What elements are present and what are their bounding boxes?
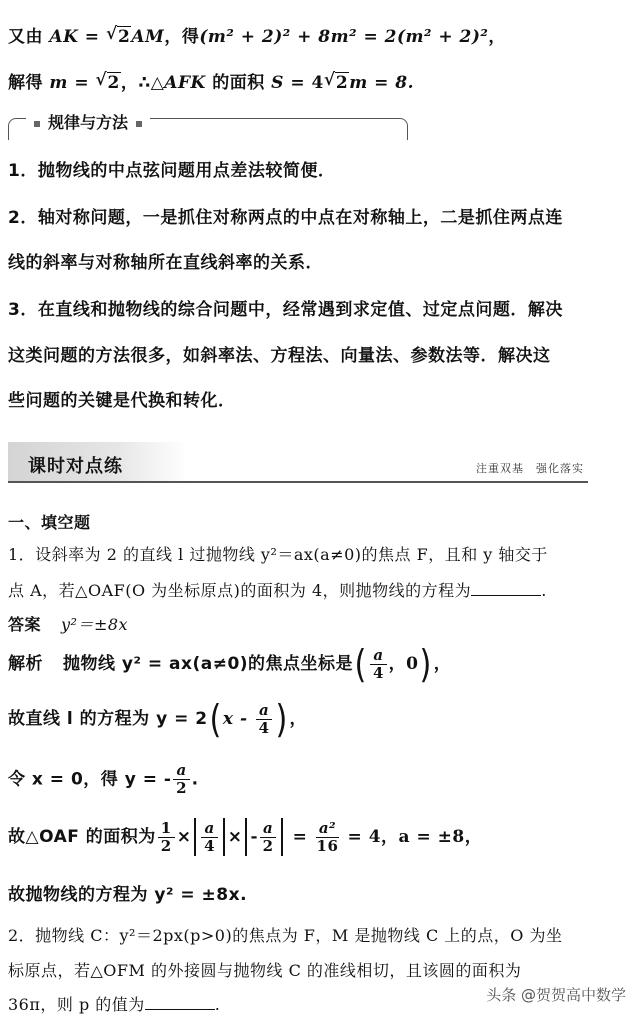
analysis-text: 故直线 l 的方程为 y = 2 [8, 709, 208, 729]
fraction [316, 820, 339, 855]
sqrt-radicand: 2 [107, 73, 120, 93]
q1-text: 点 A，若△OAF(O 为坐标原点)的面积为 4，则抛物线的方程为 [8, 581, 472, 600]
abs-bar [223, 818, 225, 856]
q2-line-1: 2．抛物线 C：y²＝2px(p>0)的焦点为 F，M 是抛物线 C 上的点，O 为坐 [8, 926, 563, 945]
minus-sign: - [250, 827, 258, 847]
intro-line-2 [8, 68, 414, 93]
frac-num: 1 [158, 820, 175, 838]
frac-num: a [256, 702, 272, 720]
q1-analysis-3 [8, 762, 199, 797]
math-eq: = [67, 73, 96, 93]
math-eq: = 4 [283, 73, 324, 93]
math-formula: (m² + 2)² + 8m² = 2(m² + 2)² [199, 27, 489, 47]
answer-blank [471, 582, 541, 596]
math-ak: AK [49, 27, 79, 47]
frac-den: 2 [262, 836, 274, 855]
math-tail: m = 8. [349, 73, 415, 93]
frac-num: a [260, 820, 276, 838]
intro-text: ，得 [164, 27, 200, 47]
q1-line-1: 1．设斜率为 2 的直线 l 过抛物线 y²＝ax(a≠0)的焦点 F，且和 y 轴交于 [8, 545, 548, 564]
frac-den: 4 [373, 663, 384, 682]
q1-analysis-4 [8, 818, 482, 856]
rule-item: 2．轴对称问题，一是抓住对称两点的中点在对称轴上，二是抓住两点连 [8, 208, 563, 228]
analysis-label: 解析 [8, 654, 43, 674]
lesson-subtitle: 注重双基 强化落实 [476, 462, 584, 475]
intro-text: 又由 [8, 27, 43, 47]
intro-text: ，∴△ [120, 73, 165, 93]
lesson-header [8, 442, 588, 482]
paren-left: ( [354, 642, 367, 686]
math-am: AM [131, 27, 165, 47]
paren-left: ( [209, 697, 222, 741]
q1-answer [8, 612, 128, 635]
q1-analysis-2 [8, 697, 307, 741]
frac-den: 2 [160, 836, 172, 855]
analysis-text: 故△OAF 的面积为 [8, 827, 156, 847]
intro-text: 的面积 [205, 73, 272, 93]
math-text: ，0 [388, 654, 419, 674]
punct: . [191, 769, 199, 790]
sqrt-radicand: 2 [117, 27, 131, 47]
punct: . [214, 995, 221, 1014]
section-title: 一、填空题 [8, 513, 91, 532]
q1-analysis-1 [8, 642, 452, 686]
fraction [370, 647, 386, 682]
punct: . [541, 581, 547, 600]
paren-right: ) [275, 697, 288, 741]
divider [8, 481, 588, 483]
rule-item: 3．在直线和抛物线的综合问题中，经常遇到求定值、过定点问题．解决 [8, 300, 563, 320]
times-sign: × [176, 827, 192, 847]
answer-label: 答案 [8, 615, 42, 634]
math-afk: AFK [164, 73, 206, 93]
fraction [158, 820, 175, 855]
frac-den: 16 [316, 836, 339, 855]
abs-bar [245, 818, 247, 856]
punct: ， [289, 709, 307, 729]
abs-bar [194, 818, 196, 856]
sqrt-symbol [96, 73, 121, 93]
math-text: = 4，a = ±8， [341, 827, 483, 847]
frac-den: 4 [258, 718, 270, 737]
rule-item: 些问题的关键是代换和转化． [8, 391, 236, 411]
abs-bar [281, 818, 283, 856]
paren-right: ) [420, 642, 433, 686]
punct: ， [488, 27, 506, 47]
frac-num: a [370, 647, 386, 665]
sqrt-radicand: 2 [335, 73, 349, 93]
math-s: S [271, 73, 284, 93]
intro-text: 解得 [8, 73, 50, 93]
q2-text: 36π，则 p 的值为 [8, 995, 145, 1014]
fraction [256, 702, 272, 737]
times-sign: × [227, 827, 243, 847]
frac-den: 2 [176, 779, 188, 797]
rule-item: 这类问题的方法很多，如斜率法、方程法、向量法、参数法等．解决这 [8, 346, 551, 366]
watermark: 头条 @贺贺高中数学 [486, 986, 626, 1004]
intro-line-1 [8, 22, 506, 47]
math-m: m [49, 73, 68, 93]
frac-num: a² [316, 820, 339, 838]
lesson-title: 课时对点练 [28, 456, 123, 477]
rules-title-text: 规律与方法 [48, 113, 129, 132]
math-eq: = [286, 827, 314, 847]
frac-num: a [173, 762, 189, 780]
sqrt-symbol [324, 73, 349, 93]
rules-title [26, 110, 150, 133]
answer-blank [145, 996, 215, 1010]
fraction [260, 820, 276, 855]
rule-item: 1．抛物线的中点弦问题用点差法较简便． [8, 161, 336, 181]
q1-analysis-5: 故抛物线的方程为 y² = ±8x. [8, 885, 248, 905]
sqrt-symbol [106, 27, 131, 47]
analysis-text: 令 x = 0，得 y = - [8, 769, 172, 790]
answer-value: y²＝±8x [61, 615, 129, 634]
math-text: x - [222, 709, 254, 729]
q1-line-2 [8, 578, 547, 601]
q2-line-3 [8, 992, 220, 1015]
math-eq: = [78, 27, 106, 47]
rule-item: 线的斜率与对称轴所在直线斜率的关系． [8, 253, 323, 273]
punct: ， [433, 654, 452, 674]
frac-num: a [201, 820, 217, 838]
q2-line-2: 标原点，若△OFM 的外接圆与抛物线 C 的准线相切，且该圆的面积为 [8, 961, 522, 980]
fraction [173, 762, 189, 797]
fraction [201, 820, 217, 855]
analysis-text: 抛物线 y² = ax(a≠0)的焦点坐标是 [63, 654, 354, 674]
frac-den: 4 [204, 836, 216, 855]
